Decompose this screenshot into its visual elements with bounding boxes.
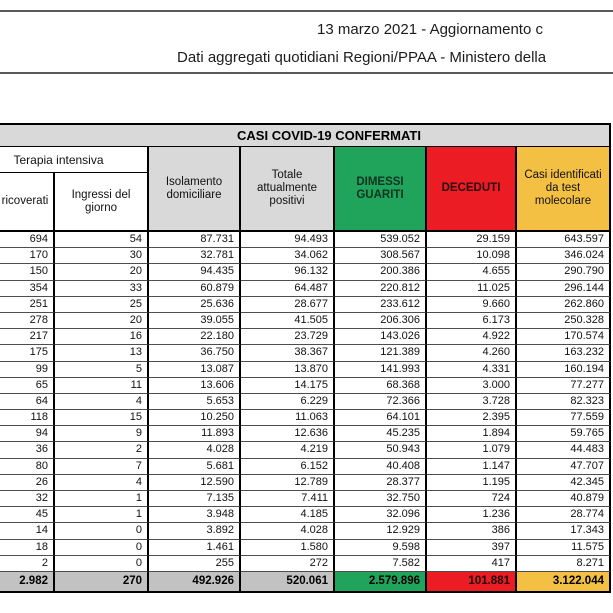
table-cell: 25.636 bbox=[149, 297, 241, 313]
table-cell: 45 bbox=[0, 507, 55, 523]
table-cell: 11.025 bbox=[427, 281, 517, 297]
table-cell: 417 bbox=[427, 556, 517, 572]
table-cell: 59.765 bbox=[517, 426, 611, 442]
table-total-cell: 2.579.896 bbox=[335, 572, 427, 591]
table-row bbox=[0, 362, 611, 378]
table-cell: 77.277 bbox=[517, 378, 611, 394]
table-cell: 150 bbox=[0, 264, 55, 280]
table-row bbox=[0, 232, 611, 248]
table-cell: 4.655 bbox=[427, 264, 517, 280]
table-cell: 36 bbox=[0, 442, 55, 458]
col-header-ingressi-del-giorno: Ingressi del giorno bbox=[55, 173, 149, 230]
col-header-deceduti: DECEDUTI bbox=[427, 147, 517, 230]
table-cell: 4.219 bbox=[241, 442, 335, 458]
table-cell: 170.574 bbox=[517, 329, 611, 345]
table-cell: 11.063 bbox=[241, 410, 335, 426]
col-header-casi-test-molecolare: Casi identificati da test molecolare bbox=[517, 147, 611, 230]
table-cell: 17.343 bbox=[517, 523, 611, 539]
table-cell: 3.892 bbox=[149, 523, 241, 539]
table-cell: 233.612 bbox=[335, 297, 427, 313]
table-cell: 724 bbox=[427, 491, 517, 507]
table-cell: 2 bbox=[0, 556, 55, 572]
table-cell: 5.653 bbox=[149, 394, 241, 410]
table-cell: 217 bbox=[0, 329, 55, 345]
table-cell: 10.250 bbox=[149, 410, 241, 426]
table-cell: 250.328 bbox=[517, 313, 611, 329]
table-title-label: CASI COVID-19 CONFERMATI bbox=[237, 128, 421, 143]
table-cell: 26 bbox=[0, 475, 55, 491]
top-border-line bbox=[0, 10, 613, 12]
table-cell: 45.235 bbox=[335, 426, 427, 442]
table-cell: 290.790 bbox=[517, 264, 611, 280]
table-row bbox=[0, 378, 611, 394]
terapia-intensiva-subheaders bbox=[0, 173, 149, 230]
table-cell: 1 bbox=[55, 491, 149, 507]
table-cell: 20 bbox=[55, 264, 149, 280]
table-cell: 34.062 bbox=[241, 248, 335, 264]
table-cell: 6.229 bbox=[241, 394, 335, 410]
table-cell: 39.055 bbox=[149, 313, 241, 329]
table-cell: 163.232 bbox=[517, 345, 611, 361]
table-cell: 94.493 bbox=[241, 232, 335, 248]
table-cell: 262.860 bbox=[517, 297, 611, 313]
table-total-cell: 2.982 bbox=[0, 572, 55, 591]
table-cell: 6.173 bbox=[427, 313, 517, 329]
table-cell: 12.590 bbox=[149, 475, 241, 491]
table-cell: 1.195 bbox=[427, 475, 517, 491]
table-cell: 20 bbox=[55, 313, 149, 329]
table-row bbox=[0, 475, 611, 491]
document-title: 13 marzo 2021 - Aggiornamento c bbox=[317, 21, 543, 38]
table-cell: 2.395 bbox=[427, 410, 517, 426]
table-row bbox=[0, 313, 611, 329]
table-cell: 4.922 bbox=[427, 329, 517, 345]
table-cell: 33 bbox=[55, 281, 149, 297]
table-cell: 28.377 bbox=[335, 475, 427, 491]
table-cell: 36.750 bbox=[149, 345, 241, 361]
table-cell: 18 bbox=[0, 540, 55, 556]
table-row bbox=[0, 459, 611, 475]
table-cell: 30 bbox=[55, 248, 149, 264]
table-cell: 7.411 bbox=[241, 491, 335, 507]
table-cell: 50.943 bbox=[335, 442, 427, 458]
table-cell: 539.052 bbox=[335, 232, 427, 248]
table-cell: 4.260 bbox=[427, 345, 517, 361]
table-cell: 346.024 bbox=[517, 248, 611, 264]
table-cell: 11.575 bbox=[517, 540, 611, 556]
terapia-intensiva-group bbox=[0, 147, 149, 230]
header-divider-line bbox=[0, 72, 613, 74]
table-cell: 29.159 bbox=[427, 232, 517, 248]
table-cell: 278 bbox=[0, 313, 55, 329]
table-cell: 13.870 bbox=[241, 362, 335, 378]
table-cell: 14.175 bbox=[241, 378, 335, 394]
table-cell: 9.598 bbox=[335, 540, 427, 556]
table-cell: 255 bbox=[149, 556, 241, 572]
table-row bbox=[0, 556, 611, 572]
table-cell: 2 bbox=[55, 442, 149, 458]
table-cell: 14 bbox=[0, 523, 55, 539]
table-cell: 7.582 bbox=[335, 556, 427, 572]
table-body bbox=[0, 232, 611, 572]
table-cell: 12.929 bbox=[335, 523, 427, 539]
table-cell: 5.681 bbox=[149, 459, 241, 475]
table-row bbox=[0, 426, 611, 442]
table-cell: 4.028 bbox=[241, 523, 335, 539]
table-cell: 28.677 bbox=[241, 297, 335, 313]
table-cell: 308.567 bbox=[335, 248, 427, 264]
table-cell: 94.435 bbox=[149, 264, 241, 280]
table-cell: 397 bbox=[427, 540, 517, 556]
table-cell: 32.096 bbox=[335, 507, 427, 523]
table-row bbox=[0, 329, 611, 345]
table-cell: 0 bbox=[55, 523, 149, 539]
table-cell: 160.194 bbox=[517, 362, 611, 378]
table-cell: 143.026 bbox=[335, 329, 427, 345]
col-header-isolamento-domiciliare: Isolamento domiciliare bbox=[149, 147, 241, 230]
table-cell: 80 bbox=[0, 459, 55, 475]
table-cell: 206.306 bbox=[335, 313, 427, 329]
col-group-terapia-intensiva: Terapia intensiva bbox=[0, 147, 149, 173]
table-cell: 643.597 bbox=[517, 232, 611, 248]
table-row bbox=[0, 248, 611, 264]
table-cell: 96.132 bbox=[241, 264, 335, 280]
table-cell: 32.781 bbox=[149, 248, 241, 264]
table-cell: 251 bbox=[0, 297, 55, 313]
table-cell: 4 bbox=[55, 394, 149, 410]
table-cell: 94 bbox=[0, 426, 55, 442]
table-cell: 47.707 bbox=[517, 459, 611, 475]
table-cell: 6.152 bbox=[241, 459, 335, 475]
table-cell: 64.487 bbox=[241, 281, 335, 297]
table-cell: 25 bbox=[55, 297, 149, 313]
table-total-cell: 492.926 bbox=[149, 572, 241, 591]
table-cell: 694 bbox=[0, 232, 55, 248]
table-cell: 1.580 bbox=[241, 540, 335, 556]
table-cell: 0 bbox=[55, 556, 149, 572]
table-row bbox=[0, 442, 611, 458]
table-cell: 11 bbox=[55, 378, 149, 394]
table-cell: 175 bbox=[0, 345, 55, 361]
table-cell: 54 bbox=[55, 232, 149, 248]
table-row bbox=[0, 507, 611, 523]
table-cell: 1.147 bbox=[427, 459, 517, 475]
table-cell: 1.894 bbox=[427, 426, 517, 442]
table-cell: 4.185 bbox=[241, 507, 335, 523]
table-cell: 40.408 bbox=[335, 459, 427, 475]
table-cell: 3.728 bbox=[427, 394, 517, 410]
table-cell: 4 bbox=[55, 475, 149, 491]
table-cell: 1.079 bbox=[427, 442, 517, 458]
table-cell: 12.636 bbox=[241, 426, 335, 442]
table-cell: 10.098 bbox=[427, 248, 517, 264]
table-cell: 22.180 bbox=[149, 329, 241, 345]
table-cell: 3.948 bbox=[149, 507, 241, 523]
table-cell: 23.729 bbox=[241, 329, 335, 345]
table-cell: 38.367 bbox=[241, 345, 335, 361]
table-cell: 77.559 bbox=[517, 410, 611, 426]
table-cell: 121.389 bbox=[335, 345, 427, 361]
table-header-row bbox=[0, 147, 611, 232]
table-cell: 9.660 bbox=[427, 297, 517, 313]
table-cell: 354 bbox=[0, 281, 55, 297]
table-cell: 11.893 bbox=[149, 426, 241, 442]
table-cell: 65 bbox=[0, 378, 55, 394]
table-cell: 82.323 bbox=[517, 394, 611, 410]
table-cell: 3.000 bbox=[427, 378, 517, 394]
table-cell: 4.028 bbox=[149, 442, 241, 458]
table-cell: 5 bbox=[55, 362, 149, 378]
table-cell: 28.774 bbox=[517, 507, 611, 523]
table-cell: 8.271 bbox=[517, 556, 611, 572]
table-cell: 42.345 bbox=[517, 475, 611, 491]
table-cell: 40.879 bbox=[517, 491, 611, 507]
table-cell: 7 bbox=[55, 459, 149, 475]
table-cell: 386 bbox=[427, 523, 517, 539]
table-row bbox=[0, 297, 611, 313]
table-cell: 16 bbox=[55, 329, 149, 345]
table-cell: 72.366 bbox=[335, 394, 427, 410]
table-row bbox=[0, 410, 611, 426]
table-cell: 1.236 bbox=[427, 507, 517, 523]
table-cell: 32.750 bbox=[335, 491, 427, 507]
table-cell: 141.993 bbox=[335, 362, 427, 378]
table-cell: 220.812 bbox=[335, 281, 427, 297]
table-cell: 7.135 bbox=[149, 491, 241, 507]
table-cell: 1.461 bbox=[149, 540, 241, 556]
table-total-cell: 270 bbox=[55, 572, 149, 591]
table-cell: 272 bbox=[241, 556, 335, 572]
table-row bbox=[0, 491, 611, 507]
table-cell: 13.087 bbox=[149, 362, 241, 378]
col-header-totale-attualmente-positivi: Totale attualmente positivi bbox=[241, 147, 335, 230]
table-cell: 32 bbox=[0, 491, 55, 507]
table-title bbox=[0, 123, 611, 147]
table-cell: 64 bbox=[0, 394, 55, 410]
table-cell: 44.483 bbox=[517, 442, 611, 458]
table-total-cell: 101.881 bbox=[427, 572, 517, 591]
covid-table bbox=[0, 123, 611, 593]
table-cell: 0 bbox=[55, 540, 149, 556]
table-cell: 41.505 bbox=[241, 313, 335, 329]
table-cell: 99 bbox=[0, 362, 55, 378]
table-row bbox=[0, 281, 611, 297]
table-cell: 4.331 bbox=[427, 362, 517, 378]
document-subtitle: Dati aggregati quotidiani Regioni/PPAA - Ministero della bbox=[177, 49, 547, 66]
table-cell: 9 bbox=[55, 426, 149, 442]
table-cell: 60.879 bbox=[149, 281, 241, 297]
table-cell: 12.789 bbox=[241, 475, 335, 491]
table-cell: 118 bbox=[0, 410, 55, 426]
table-row bbox=[0, 345, 611, 361]
col-header-ricoverati: ricoverati bbox=[0, 173, 55, 230]
table-cell: 13.606 bbox=[149, 378, 241, 394]
table-cell: 68.368 bbox=[335, 378, 427, 394]
table-total-cell: 520.061 bbox=[241, 572, 335, 591]
table-cell: 15 bbox=[55, 410, 149, 426]
table-row bbox=[0, 523, 611, 539]
table-cell: 296.144 bbox=[517, 281, 611, 297]
table-total-row bbox=[0, 572, 611, 593]
table-cell: 87.731 bbox=[149, 232, 241, 248]
table-total-cell: 3.122.044 bbox=[517, 572, 611, 591]
table-cell: 13 bbox=[55, 345, 149, 361]
table-row bbox=[0, 394, 611, 410]
table-row bbox=[0, 540, 611, 556]
table-cell: 1 bbox=[55, 507, 149, 523]
table-cell: 200.386 bbox=[335, 264, 427, 280]
table-cell: 170 bbox=[0, 248, 55, 264]
table-row bbox=[0, 264, 611, 280]
col-header-dimessi-guariti: DIMESSI GUARITI bbox=[335, 147, 427, 230]
table-cell: 64.101 bbox=[335, 410, 427, 426]
